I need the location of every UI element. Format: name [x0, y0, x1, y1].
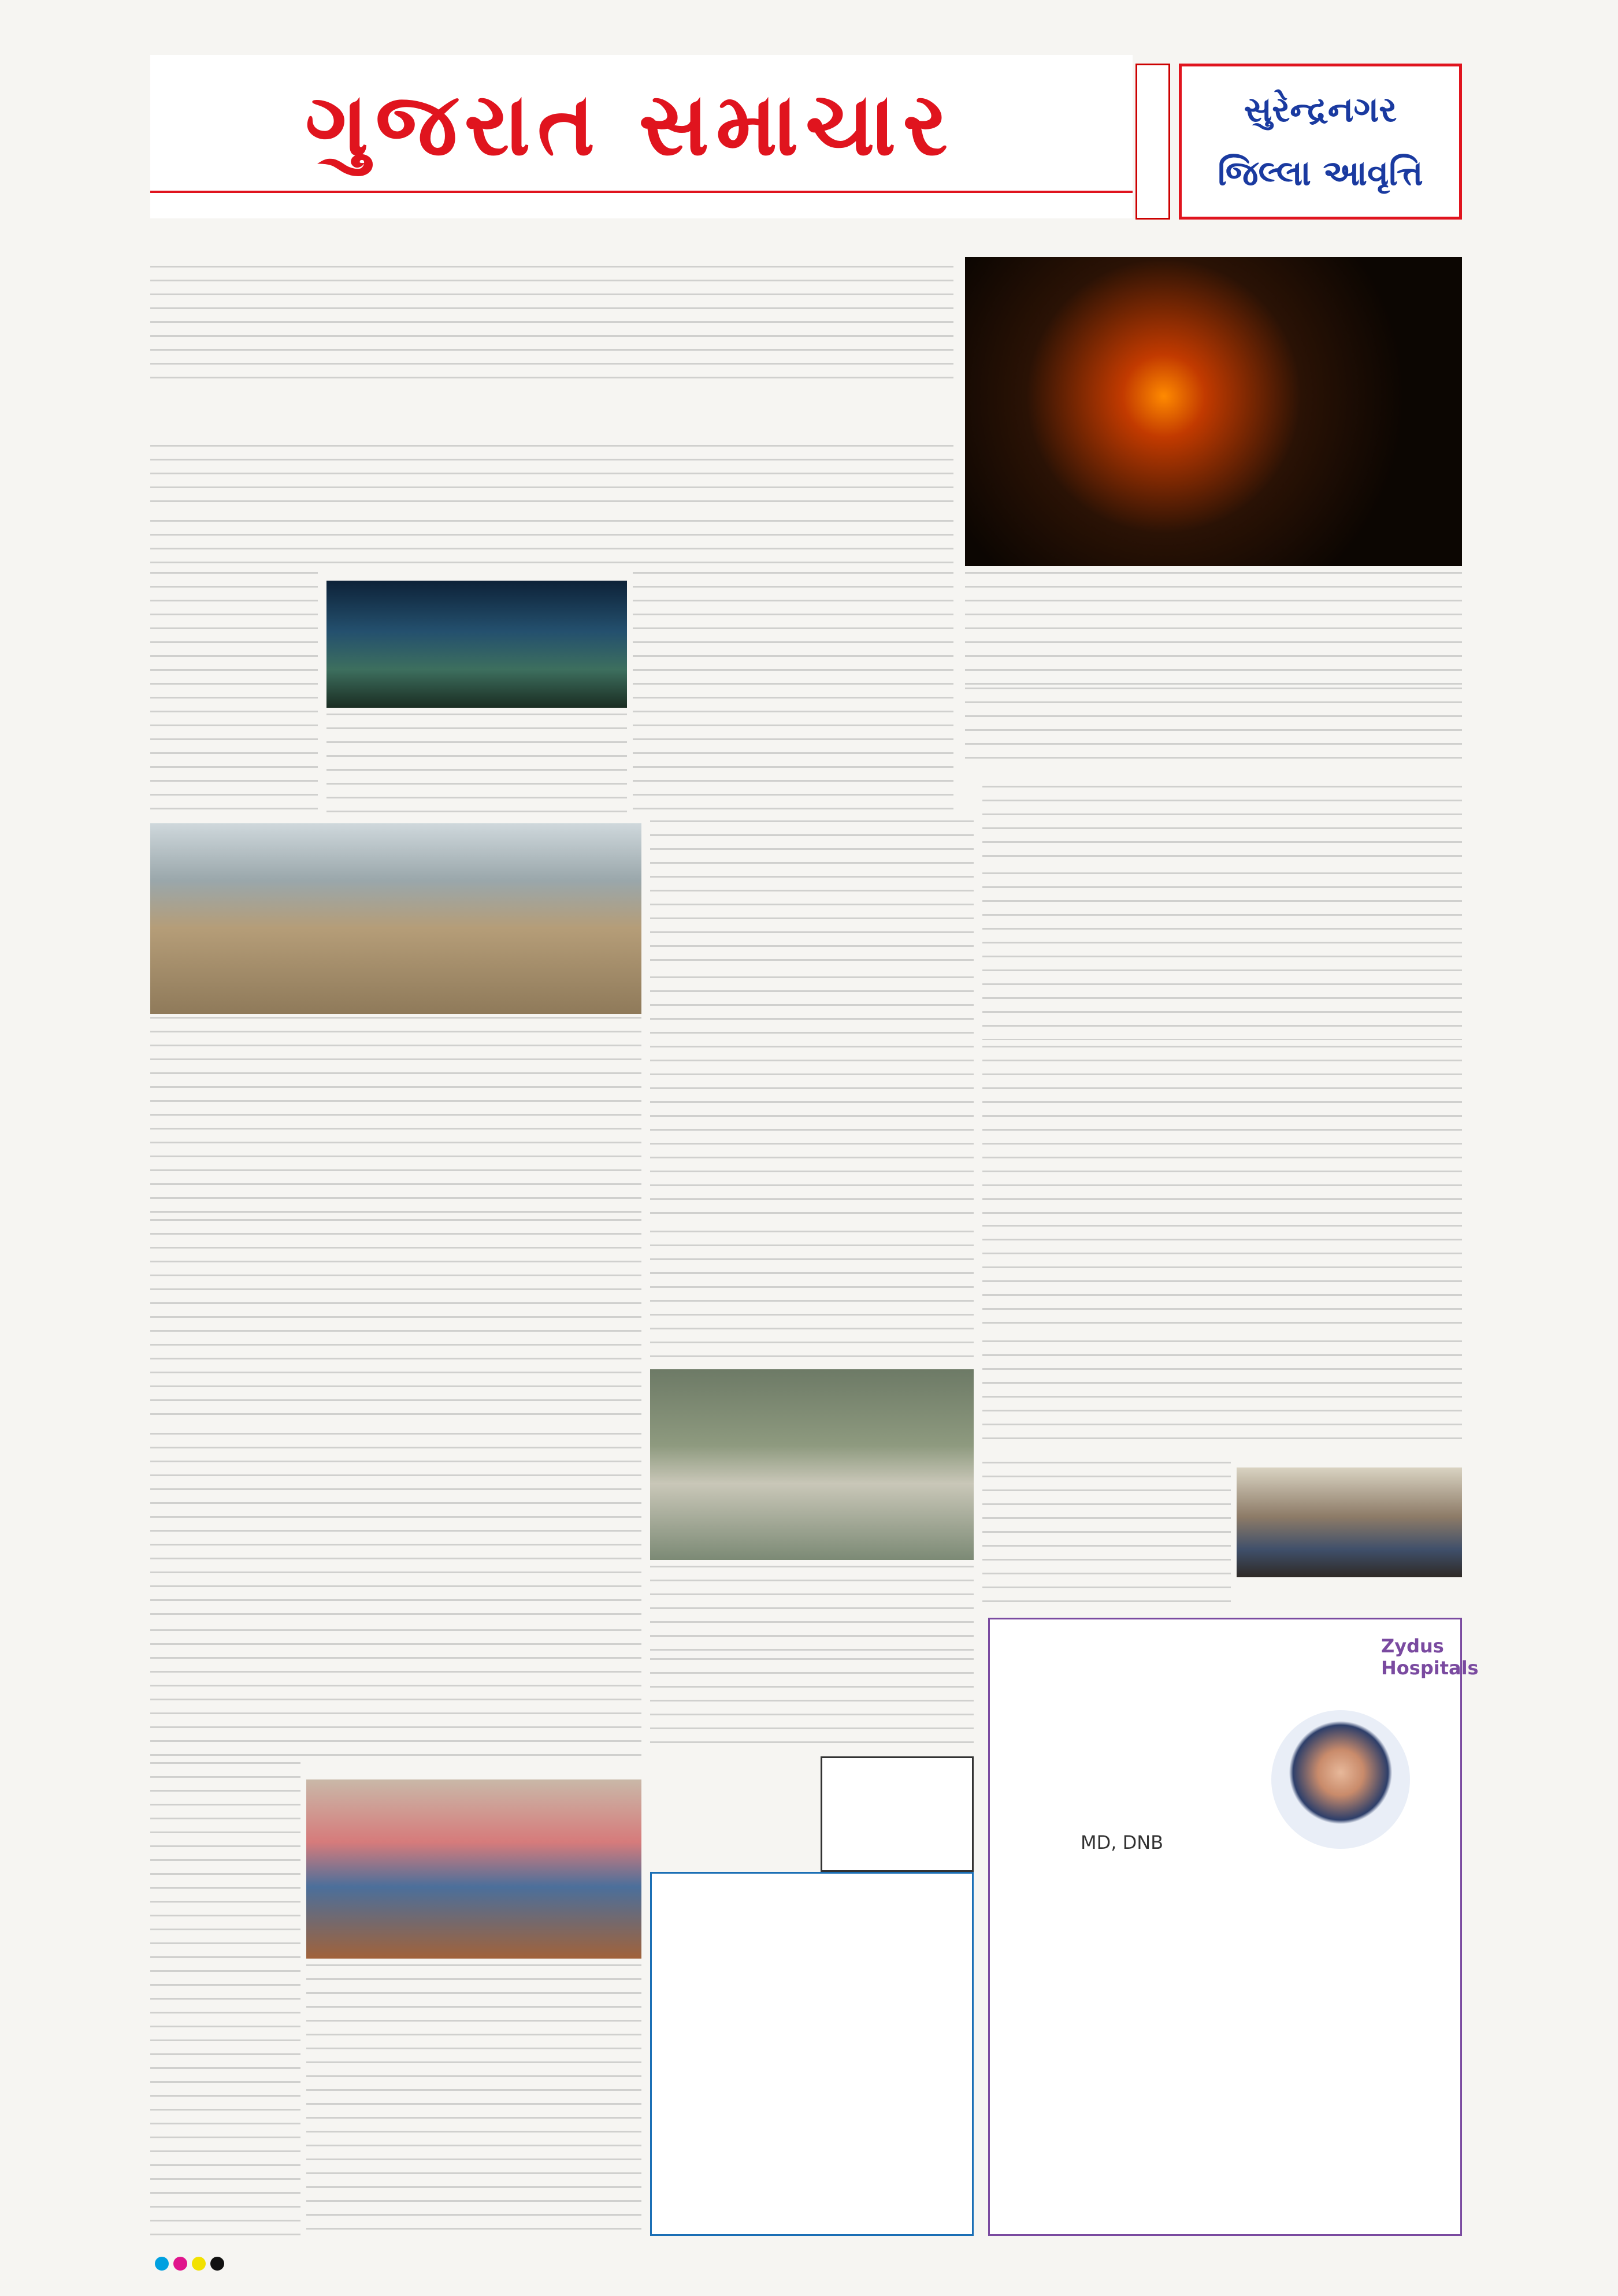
story-headline: [650, 820, 974, 971]
story-body: [965, 688, 1462, 763]
news-photo: [150, 823, 641, 1014]
story-headline: [150, 1433, 641, 1623]
hero-photo-fire: [965, 257, 1462, 566]
lead-headline: [150, 266, 953, 381]
story-body: [650, 1566, 974, 1658]
reg-dot: [173, 2257, 187, 2271]
doctor-qualification: MD, DNB: [1081, 1831, 1164, 1853]
story-headline: [965, 572, 1462, 688]
story-body: [150, 1219, 641, 1427]
office-address-bar: [150, 191, 1133, 218]
story-headline: [982, 786, 1462, 867]
sterling-hospital-ad: [650, 1872, 974, 2236]
news-photo: [650, 1369, 974, 1560]
news-photo: [1237, 1467, 1462, 1577]
photo-caption: [326, 714, 627, 818]
story-col: [982, 1462, 1231, 1612]
story-headline: [650, 1231, 974, 1364]
brand-logo: Zydus Hospitals: [1381, 1635, 1479, 1679]
story-body: [982, 1340, 1462, 1444]
reg-dot: [155, 2257, 169, 2271]
newspaper-title: ગુજરાત સમાચાર: [305, 73, 955, 175]
story-col: [633, 572, 953, 815]
story-col: [150, 572, 318, 815]
story-col: [306, 1964, 641, 2236]
reg-dot: [210, 2257, 224, 2271]
date-strip: [1135, 64, 1170, 220]
story-col: [150, 1762, 300, 2236]
story-headline: [982, 1225, 1462, 1335]
zydus-hospital-ad: [988, 1618, 1479, 2236]
story-body: [982, 1046, 1462, 1219]
story-headline: [150, 1017, 641, 1213]
subhead: [150, 520, 953, 566]
story-body: [650, 976, 974, 1219]
news-photo: [326, 581, 627, 708]
change-of-name-notice: [821, 1756, 974, 1872]
reg-dot: [192, 2257, 206, 2271]
story-body: [150, 1629, 641, 1756]
story-body: [982, 872, 1462, 1040]
lead-body: [150, 445, 953, 514]
news-photo: [306, 1779, 641, 1959]
notice: [650, 1658, 974, 1751]
doctor-photo: [1271, 1710, 1410, 1849]
edition-box: સુરેન્દ્રનગર જિલ્લા આવૃત્તિ: [1179, 64, 1462, 220]
